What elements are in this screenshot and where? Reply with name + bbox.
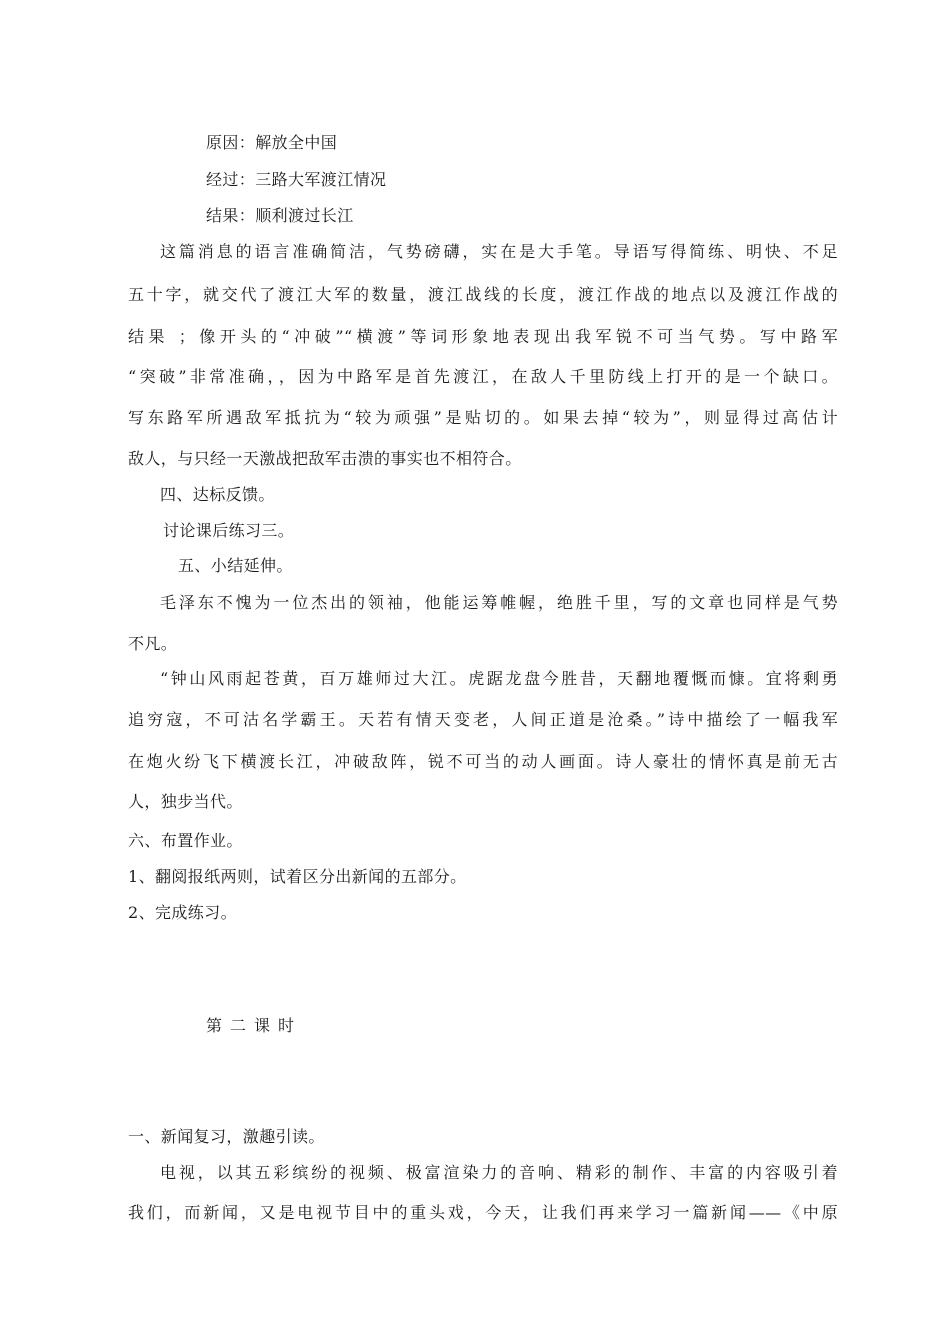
poem-paragraph-line: “钟山风雨起苍黄，百万雄师过大江。虎踞龙盘今胜昔，天翻地覆慨而慷。宜将剩勇 bbox=[160, 669, 838, 688]
poem-paragraph-line: 人，独步当代。 bbox=[128, 792, 243, 811]
text-line: 讨论课后练习三。 bbox=[163, 521, 295, 540]
section-heading: 六、布置作业。 bbox=[128, 831, 243, 850]
paragraph-line: 敌人，与只经一天激战把敌军击溃的事实也不相符合。 bbox=[128, 449, 522, 468]
process-line: 经过：三路大军渡江情况 bbox=[206, 170, 387, 189]
paragraph-line: 写东路军所遇敌军抵抗为“较为顽强”是贴切的。如果去掉“较为”，则显得过高估计 bbox=[128, 408, 838, 427]
homework-item: 2、完成练习。 bbox=[128, 903, 237, 922]
poem-paragraph-line: 在炮火纷飞下横渡长江，冲破敌阵，锐不可当的动人画面。诗人豪壮的情怀真是前无古 bbox=[128, 752, 838, 771]
section-heading: 五、小结延伸。 bbox=[178, 556, 293, 575]
homework-item: 1、翻阅报纸两则，试着区分出新闻的五部分。 bbox=[128, 867, 467, 886]
section-heading: 四、达标反馈。 bbox=[160, 485, 275, 504]
paragraph-line: 我们，而新闻，又是电视节目中的重头戏，今天，让我们再来学习一篇新闻——《中原 bbox=[128, 1203, 838, 1222]
paragraph-line: “突破”非常准确，，因为中路军是首先渡江，在敌人千里防线上打开的是一个缺口。 bbox=[128, 367, 838, 386]
paragraph-line: 五十字，就交代了渡江大军的数量，渡江战线的长度，渡江作战的地点以及渡江作战的 bbox=[128, 285, 838, 304]
paragraph-line: 毛泽东不愧为一位杰出的领袖，他能运筹帷幄，绝胜千里，写的文章也同样是气势 bbox=[160, 593, 838, 612]
result-line: 结果：顺利渡过长江 bbox=[206, 206, 354, 225]
lesson-title: 第二课时 bbox=[206, 1016, 303, 1035]
paragraph-line: 这篇消息的语言准确简洁，气势磅礴，实在是大手笔。导语写得简练、明快、不足 bbox=[160, 242, 838, 261]
paragraph-line: 结果 ；像开头的“冲破”“横渡”等词形象地表现出我军锐不可当气势。写中路军 bbox=[128, 327, 838, 346]
section-heading: 一、新闻复习，激趣引读。 bbox=[128, 1127, 325, 1146]
paragraph-line: 电视，以其五彩缤纷的视频、极富渲染力的音响、精彩的制作、丰富的内容吸引着 bbox=[160, 1163, 838, 1182]
paragraph-line: 不凡。 bbox=[128, 634, 178, 653]
cause-line: 原因：解放全中国 bbox=[206, 133, 338, 152]
poem-paragraph-line: 追穷寇，不可沽名学霸王。天若有情天变老，人间正道是沧桑。”诗中描绘了一幅我军 bbox=[128, 710, 838, 729]
